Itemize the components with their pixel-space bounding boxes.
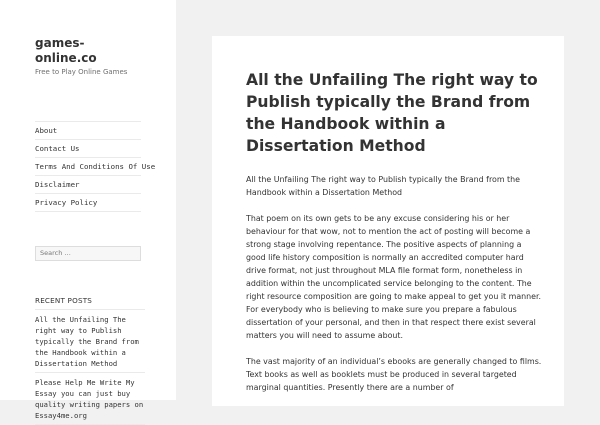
article-content [246, 173, 542, 407]
article-title: All the Unfailing The right way to Publish typically the Brand from the Handbook within a Dissertation Method [246, 71, 538, 155]
menu-item-about[interactable]: About [35, 122, 141, 140]
article-paragraph: That poem on its own gets to be any excuse considering his or her behaviour for that wow, not to mention the act of posting will become a strong stage involving repentance. The positive aspects of planning a good life history composition is normally an accredited computer hard drive format, not just throughout MLA file format form, nonetheless in addition within the uncomplicated service belonging to the content. The right resource composition are going to make appeal to get you it manner. For everybody who is believing to make sure you prepare a fabulous dissertation of your personal, and then in that respect there exist several matters you will need to assume about. [246, 214, 542, 340]
recent-posts-heading: RECENT POSTS [35, 296, 93, 305]
main-menu [35, 121, 156, 212]
menu-item-terms[interactable]: Terms And Conditions Of Use [35, 158, 141, 176]
recent-post-link[interactable]: Please Help Me Write My Essay you can just buy quality writing papers on Essay4me.org [35, 373, 145, 425]
search-input[interactable]: Search … [35, 246, 141, 261]
menu-item-privacy-policy[interactable]: Privacy Policy [35, 194, 141, 212]
recent-post-link[interactable]: All the Unfailing The right way to Publish typically the Brand from the Handbook within a Dissertation Method [35, 310, 145, 373]
article [212, 36, 564, 406]
recent-posts-list [35, 309, 145, 425]
site-description: Free to Play Online Games [35, 68, 128, 76]
sidebar [0, 0, 176, 420]
article-paragraph: All the Unfailing The right way to Publish typically the Brand from the Handbook within a Dissertation Method [246, 175, 520, 197]
menu-item-contact-us[interactable]: Contact Us [35, 140, 141, 158]
article-paragraph: The vast majority of an individual’s ebooks are generally changed to films. Text books as well as booklets must be produced in several targeted marginal quantities. Presently there are a number of [246, 357, 542, 392]
site-title[interactable]: games-online.co [35, 36, 97, 65]
menu-item-disclaimer[interactable]: Disclaimer [35, 176, 141, 194]
